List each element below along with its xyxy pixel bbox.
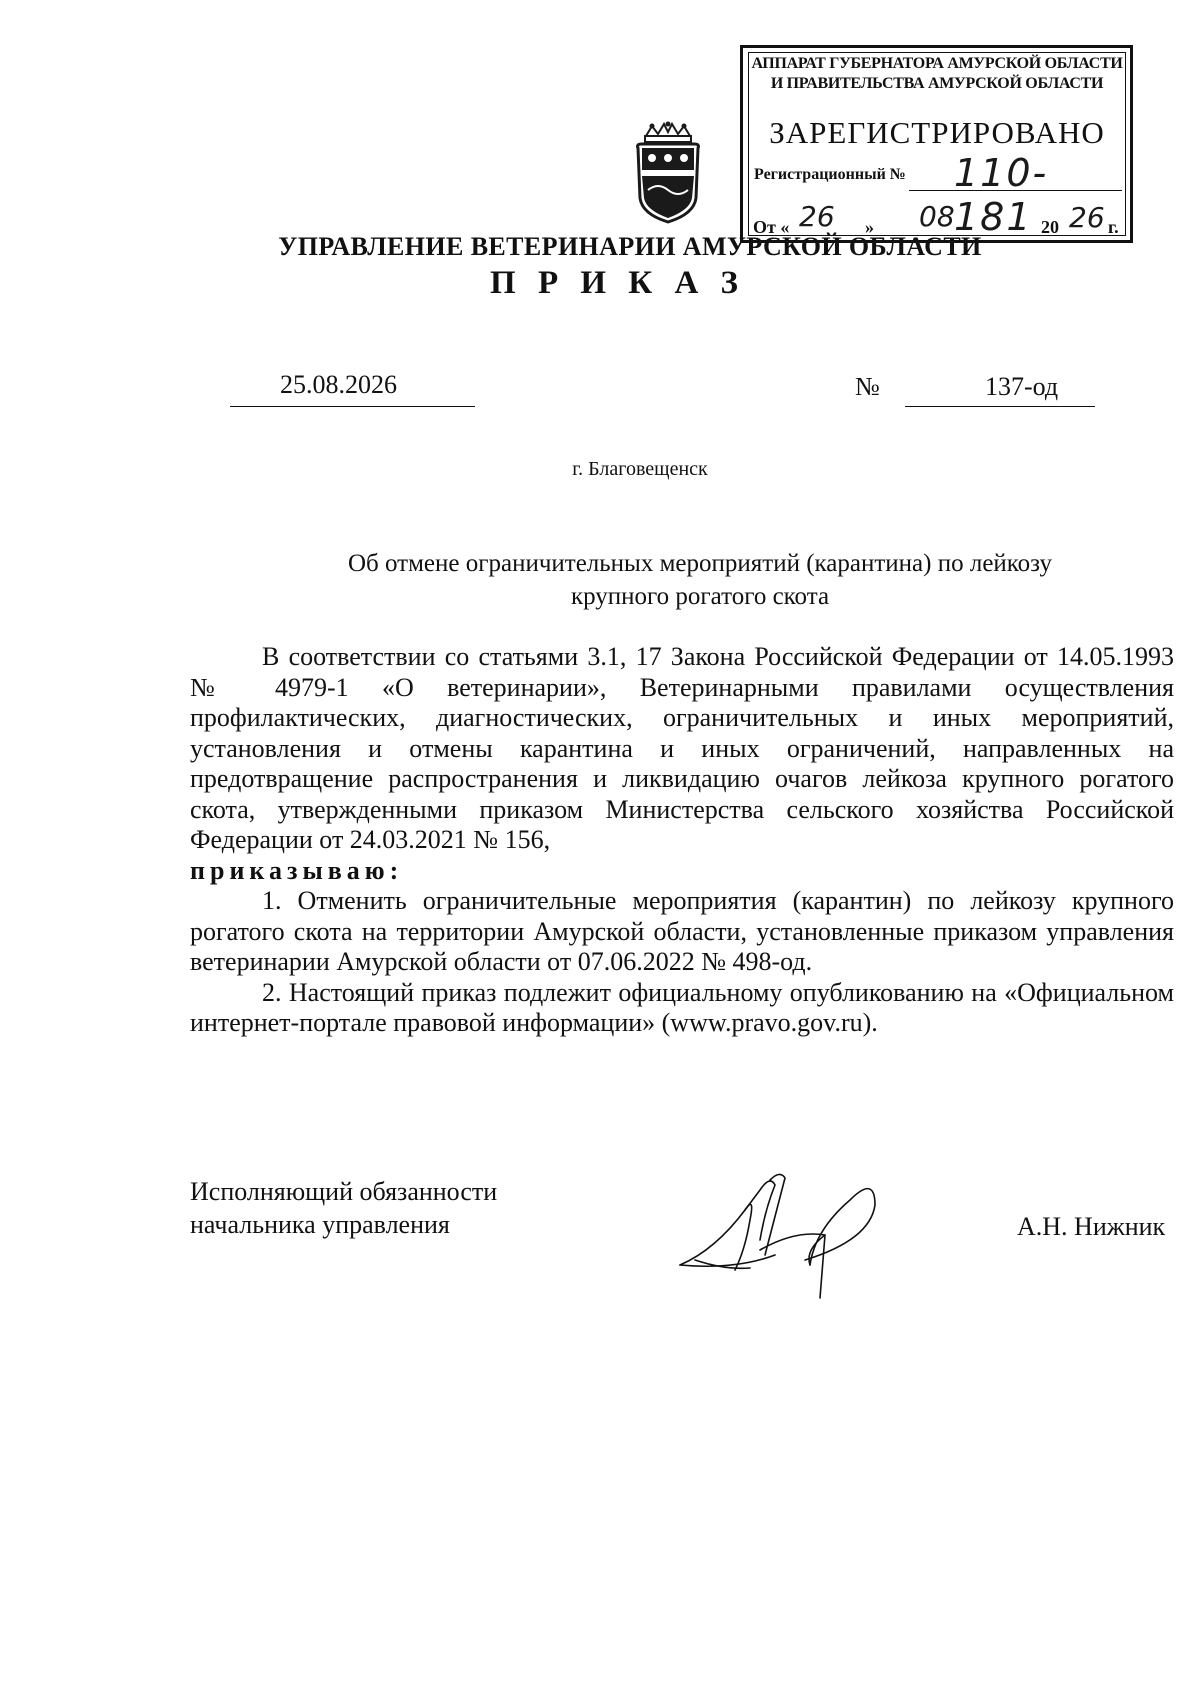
stamp-registration-number: 110-181 <box>954 151 1049 239</box>
order-word: приказываю: <box>190 855 404 885</box>
stamp-year-prefix: 20 <box>1041 217 1059 237</box>
stamp-year-unit: г. <box>1108 217 1119 237</box>
document-body <box>190 642 1174 1039</box>
order-item-2: 2. Настоящий приказ подлежит официальному опубликованию на «Официальном интернет-портале правовой информации» (www.pravo.gov.ru). <box>190 977 1174 1037</box>
stamp-header-line1: АППАРАТ ГУБЕРНАТОРА АМУРСКОЙ ОБЛАСТИ <box>751 55 1123 72</box>
registration-stamp <box>740 45 1133 243</box>
signatory-position <box>190 1175 497 1241</box>
stamp-registration-label: Регистрационный № <box>754 166 906 183</box>
document-number-underline <box>905 406 1095 407</box>
organization-name: УПРАВЛЕНИЕ ВЕТЕРИНАРИИ АМУРСКОЙ ОБЛАСТИ <box>278 232 982 261</box>
stamp-title: ЗАРЕГИСТРИРОВАНО <box>769 115 1105 150</box>
stamp-close-quote: » <box>865 217 874 237</box>
stamp-from-label: От « <box>753 217 790 237</box>
stamp-year: 26 <box>1069 201 1105 234</box>
handwritten-signature <box>675 1170 900 1300</box>
preamble-paragraph: В соответствии со статьями 3.1, 17 Закона Российской Федерации от 14.05.1993 № 4979-1 «О ветеринарии», Ветеринарными правилами осуществления профилактических, диагностических, ограничительных и иных мероприятий, установления и отмены карантина и иных ограничений, направленных на предотвращение распространения и ликвидацию очагов лейкоза крупного рогатого скота, утвержденными приказом Министерства сельского хозяйства Российской Федерации от 24.03.2021 № 156, <box>190 642 1174 854</box>
document-date: 25.08.2026 <box>280 370 397 399</box>
registration-stamp-inner-frame <box>748 52 1126 239</box>
signatory-name: А.Н. Нижник <box>1017 1212 1166 1241</box>
order-item-1: 1. Отменить ограничительные мероприятия (карантин) по лейкозу крупного рогатого скота на территории Амурской области, установленные приказом управления ветеринарии Амурской области от 07.06.2022 № 498-од. <box>190 886 1174 976</box>
stamp-header-line2: И ПРАВИТЕЛЬСТВА АМУРСКОЙ ОБЛАСТИ <box>770 75 1104 92</box>
signatory-position-line2: начальника управления <box>190 1210 450 1239</box>
document-city: г. Благовещенск <box>572 458 708 480</box>
stamp-day: 26 <box>799 200 835 233</box>
signatory-position-line1: Исполняющий обязанности <box>190 1177 498 1206</box>
coat-of-arms-icon <box>628 120 708 224</box>
document-number-sign: № <box>855 372 880 401</box>
document-type-title: П Р И К А З <box>490 265 745 301</box>
document-subject-line2: крупного рогатого скота <box>570 583 830 610</box>
document-subject <box>270 547 1130 613</box>
document-subject-line1: Об отмене ограничительных мероприятий (карантина) по лейкозу <box>347 550 1053 577</box>
document-date-underline <box>230 406 475 407</box>
document-number: 137-од <box>985 372 1059 401</box>
stamp-month: 08 <box>919 200 955 233</box>
